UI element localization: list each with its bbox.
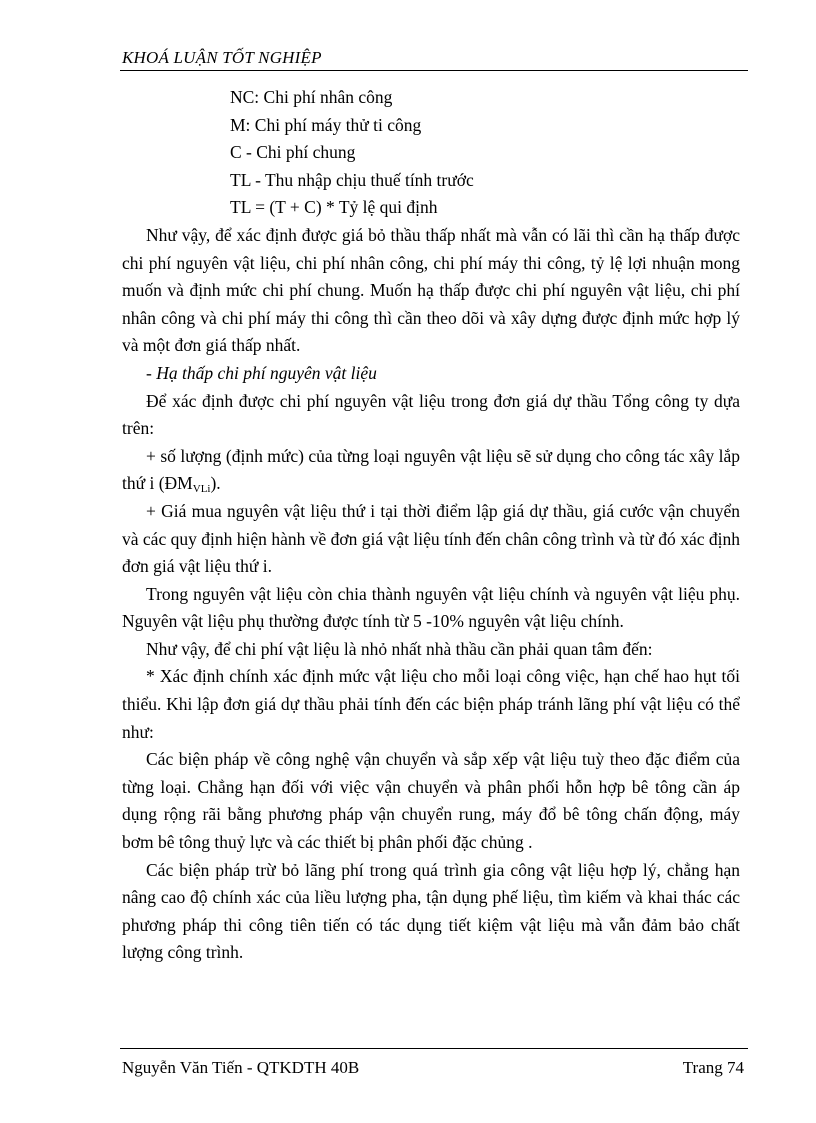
paragraph: Như vậy, để xác định được giá bỏ thầu thấp nhất mà vẫn có lãi thì cần hạ thấp được chi phí nguyên vật liệu, chi phí nhân công, chi phí máy thi công, tỷ lệ lợi nhuận mong muốn và định mức chi phí chung. Muốn hạ thấp được chi phí nguyên vật liệu, chi phí nhân công và chi phí máy thi công thì cần theo dõi và xây dựng được định mức hợp lý và một đơn giá thấp nhất. (122, 224, 740, 356)
page-number: Trang 74 (682, 1058, 744, 1077)
paragraph-end: ). (210, 473, 221, 494)
footer-author: Nguyễn Văn Tiến - QTKDTH 40B (122, 1058, 360, 1077)
footer-rule (120, 1048, 748, 1049)
paragraph: Trong nguyên vật liệu còn chia thành nguyên vật liệu chính và nguyên vật liệu phụ. Nguyên vật liệu phụ thường được tính từ 5 -10% nguyên vật liệu chính. (122, 583, 740, 632)
definition-nc: NC: Chi phí nhân công (230, 87, 393, 107)
formula-tl: TL = (T + C) * Tỷ lệ qui định (230, 197, 438, 218)
paragraph: * Xác định chính xác định mức vật liệu cho mỗi loại công việc, hạn chế hao hụt tối thiểu. Khi lập đơn giá dự thầu phải tính đến các biện pháp tránh lãng phí vật liệu có thể như: (122, 666, 740, 742)
paragraph-text: + số lượng (định mức) của từng loại nguyên vật liệu sẽ sử dụng cho công tác xây lắp thứ i (ĐM (122, 445, 740, 494)
subscript: VLi (192, 483, 211, 496)
paragraph: Các biện pháp trừ bỏ lãng phí trong quá trình gia công vật liệu hợp lý, chẳng hạn nâng cao độ chính xác của liều lượng pha, tận dụng phế liệu, tìm kiếm và khai thác các phương pháp thi công tiên tiến có tác dụng tiết kiệm vật liệu mà vẫn đảm bảo chất lượng công trình. (122, 859, 740, 963)
section-heading: - Hạ thấp chi phí nguyên vật liệu (146, 362, 377, 383)
paragraph-with-subscript (122, 443, 740, 498)
paragraph: + Giá mua nguyên vật liệu thứ i tại thời điểm lập giá dự thầu, giá cước vận chuyển và các quy định hiện hành về đơn giá vật liệu tính đến chân công trình và từ đó xác định đơn giá vật liệu thứ i. (122, 500, 740, 577)
definition-c: C - Chi phí chung (230, 142, 356, 163)
definition-m: M: Chi phí máy thử ti công (230, 114, 422, 135)
definition-tl: TL - Thu nhập chịu thuế tính trước (230, 169, 474, 190)
paragraph: Các biện pháp về công nghệ vận chuyển và sắp xếp vật liệu tuỳ theo đặc điểm của từng loại. Chẳng hạn đối với việc vận chuyển và phân phối hỗn hợp bê tông cần áp dụng rộng rãi bằng phương pháp vận chuyển rung, máy đổ bê tông chấn động, máy bơm bê tông thuỷ lực và các thiết bị phân phối đặc chủng . (122, 749, 740, 853)
paragraph: Như vậy, để chi phí vật liệu là nhỏ nhất nhà thầu cần phải quan tâm đến: (146, 638, 653, 659)
running-header: KHOÁ LUẬN TỐT NGHIỆP (122, 48, 322, 67)
header-rule (120, 70, 748, 71)
paragraph: Để xác định được chi phí nguyên vật liệu trong đơn giá dự thầu Tổng công ty dựa trên: (122, 390, 740, 439)
page-body (122, 84, 740, 967)
